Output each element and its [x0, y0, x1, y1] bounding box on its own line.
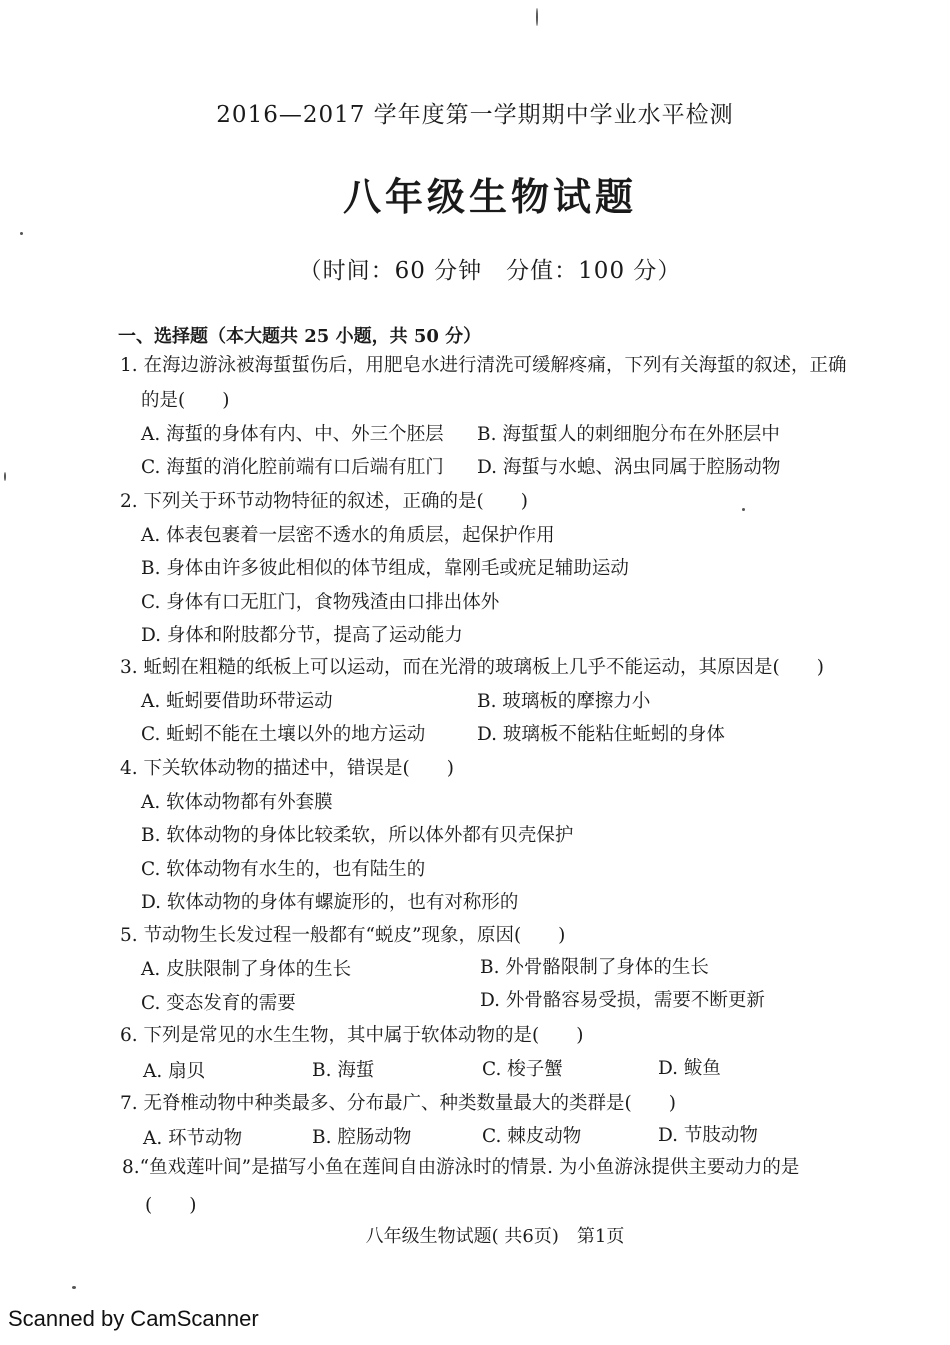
question-4-option-b: B. 软体动物的身体比较柔软，所以体外都有贝壳保护 — [141, 825, 574, 846]
question-1-option-b: B. 海蜇蜇人的刺细胞分布在外胚层中 — [477, 424, 780, 445]
scan-speck — [536, 8, 538, 26]
question-1-option-c: C. 海蜇的消化腔前端有口后端有肛门 — [141, 457, 444, 478]
question-7-option-b: B. 腔肠动物 — [312, 1127, 412, 1148]
page-title: 八年级生物试题 — [342, 174, 637, 219]
question-8-stem: 8.“鱼戏莲叶间”是描写小鱼在莲间自由游泳时的情景. 为小鱼游泳提供主要动力的是 — [122, 1157, 800, 1178]
question-5-option-b: B. 外骨骼限制了身体的生长 — [480, 957, 709, 978]
question-6-option-c: C. 梭子蟹 — [482, 1059, 563, 1080]
question-2-option-d: D. 身体和附肢都分节，提高了运动能力 — [141, 625, 463, 646]
exam-header: 2016—2017 学年度第一学期期中学业水平检测 — [216, 102, 734, 128]
page-footer — [0, 1222, 950, 1248]
question-4-option-d: D. 软体动物的身体有螺旋形的，也有对称形的 — [141, 892, 519, 913]
question-2-option-a: A. 体表包裹着一层密不透水的角质层，起保护作用 — [141, 525, 555, 546]
section-heading: 一、选择题（本大题共 25 小题，共 50 分） — [118, 326, 482, 347]
question-3-option-a: A. 蚯蚓要借助环带运动 — [141, 691, 333, 712]
question-1-option-a: A. 海蜇的身体有内、中、外三个胚层 — [141, 424, 444, 445]
scan-speck — [4, 472, 6, 481]
question-5-option-d: D. 外骨骼容易受损，需要不断更新 — [480, 990, 765, 1011]
question-3-option-b: B. 玻璃板的摩擦力小 — [477, 691, 651, 712]
scan-speck — [72, 1286, 76, 1289]
footer-page-info: 八年级生物试题( 共6页) 第1页 — [365, 1226, 625, 1247]
question-7-stem: 7. 无脊椎动物中种类最多、分布最广、种类数量最大的类群是( ) — [120, 1093, 676, 1114]
question-2-option-b: B. 身体由许多彼此相似的体节组成，靠刚毛或疣足辅助运动 — [141, 558, 629, 579]
exam-time-score: （时间：60 分钟 分值：100 分） — [298, 258, 682, 284]
question-7-option-a: A. 环节动物 — [143, 1128, 243, 1149]
question-1-stem: 1. 在海边游泳被海蜇蜇伤后，用肥皂水进行清洗可缓解疼痛，下列有关海蜇的叙述，正确 — [120, 355, 847, 376]
question-6-option-d: D. 鲅鱼 — [658, 1058, 721, 1079]
question-8-stem-cont: ( ) — [145, 1195, 197, 1216]
question-4-stem: 4. 下关软体动物的描述中，错误是( ) — [120, 758, 454, 779]
question-7-option-c: C. 棘皮动物 — [482, 1126, 582, 1147]
question-6-option-b: B. 海蜇 — [312, 1060, 375, 1081]
question-7-option-d: D. 节肢动物 — [658, 1125, 758, 1146]
question-4-option-c: C. 软体动物有水生的，也有陆生的 — [141, 859, 426, 880]
question-6-option-a: A. 扇贝 — [143, 1061, 206, 1082]
question-1-stem-cont: 的是( ) — [141, 390, 230, 411]
question-3-option-c: C. 蚯蚓不能在土壤以外的地方运动 — [141, 724, 426, 745]
scan-speck — [20, 232, 23, 235]
question-5-stem: 5. 节动物生长发过程一般都有“蜕皮”现象，原因( ) — [120, 925, 566, 946]
question-2-stem: 2. 下列关于环节动物特征的叙述，正确的是( ) — [120, 491, 528, 512]
question-2-option-c: C. 身体有口无肛门，食物残渣由口排出体外 — [141, 592, 500, 613]
question-4-option-a: A. 软体动物都有外套膜 — [141, 792, 333, 813]
scanner-watermark: Scanned by CamScanner — [8, 1306, 259, 1331]
question-5-option-a: A. 皮肤限制了身体的生长 — [141, 959, 352, 980]
question-5-option-c: C. 变态发育的需要 — [141, 993, 296, 1014]
question-3-option-d: D. 玻璃板不能粘住蚯蚓的身体 — [477, 724, 725, 745]
question-1-option-d: D. 海蜇与水螅、涡虫同属于腔肠动物 — [477, 457, 781, 478]
scan-speck — [742, 508, 745, 511]
question-3-stem: 3. 蚯蚓在粗糙的纸板上可以运动，而在光滑的玻璃板上几乎不能运动，其原因是( ) — [120, 657, 824, 678]
question-6-stem: 6. 下列是常见的水生生物，其中属于软体动物的是( ) — [120, 1025, 584, 1046]
